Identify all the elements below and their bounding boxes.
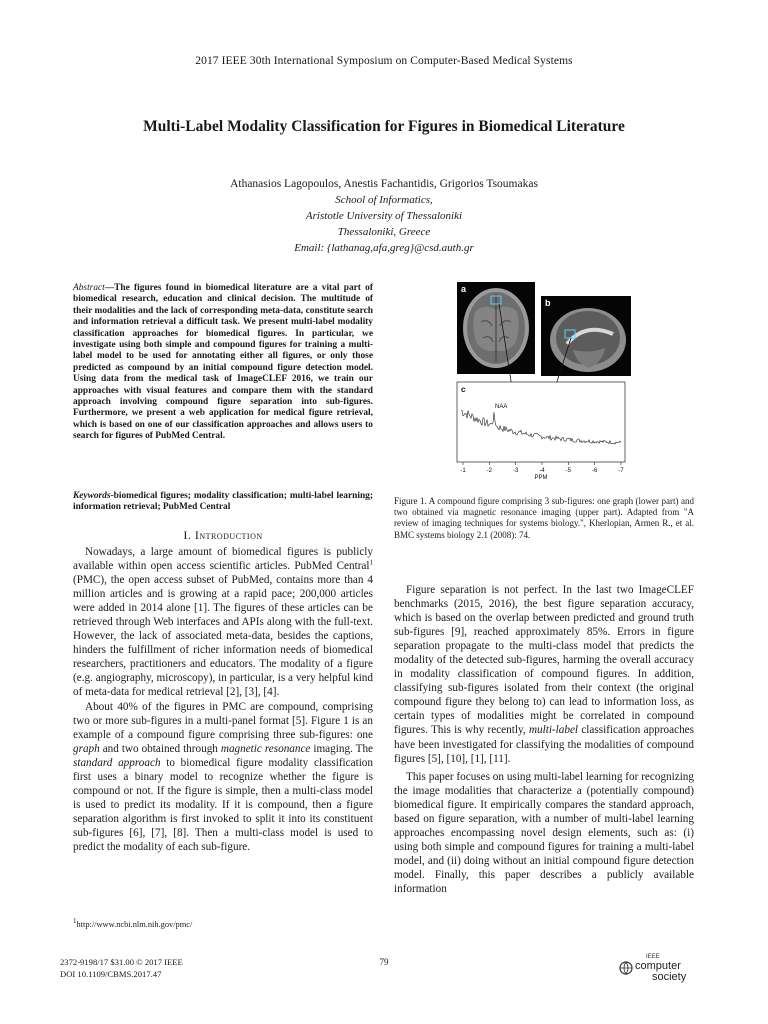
page-number: 79 [379, 957, 389, 967]
figure-1-image [455, 282, 645, 482]
footnote-url[interactable]: http://www.ncbi.nlm.nih.gov/pmc/ [76, 920, 193, 929]
right-column-body [394, 583, 694, 896]
conference-header: 2017 IEEE 30th International Symposium on Computer-Based Medical Systems [195, 55, 573, 67]
x-tick-label: -2 [486, 468, 493, 474]
doi-line: DOI 10.1109/CBMS.2017.47 [60, 968, 162, 979]
panel-a-label: a [461, 284, 467, 294]
author-list: Athanasios Lagopoulos, Anestis Fachantidis, Grigorios Tsoumakas [230, 178, 538, 190]
logo-society-text: society [652, 971, 687, 983]
right-paragraph-1: Figure separation is not perfect. In the last two ImageCLEF benchmarks (2015, 2016), the best figure separation accuracy, which is based on the overlap between predicted and ground truth sub-figures [9], reached approximately 85%. Errors in figure separation propagate to the multi-class model that predicts the modality of the detected sub-figures, harming the overall accuracy in modality classification of compound figures. In addition, classifying sub-figures isolated from their context (the original compound figure they belong to) can lead to information loss, as certain types of modalities might be correlated in compound figures. This is why recently, multi-label classification approaches have been investigated for classifying the modalities of compound figures [5], [10], [1], [11]. [394, 584, 694, 765]
x-tick-label: -7 [618, 468, 624, 474]
x-tick-label: -6 [591, 468, 598, 474]
panel-c-label: c [461, 385, 466, 394]
affiliation-school: School of Informatics, [335, 194, 433, 206]
panel-b-label: b [545, 298, 551, 308]
keywords-label: Keywords [73, 491, 111, 501]
introduction-body [73, 545, 373, 854]
x-axis-ticks [460, 462, 624, 474]
keywords [73, 491, 373, 514]
footnote-ref: 1 [369, 558, 373, 567]
intro-paragraph-2: About 40% of the figures in PMC are compound, comprising two or more sub-figures in a multi-panel format [5]. Figure 1 is an example of a compound figure comprising three sub-figures: one graph and two obtained through magnetic resonance imaging. The standard approach to biomedical figure modality classification first uses a binary model to recognize whether the figure is compound or not. If the figure is simple, then a multi-class model is used to predict its modality. If it is compound, then a figure separation algorithm is first invoked to split it into its constituent sub-figures [6], [7], [8]. Then a multi-class model is used to predict the modality of each sub-figure. [73, 700, 374, 853]
affiliation-location: Thessaloniki, Greece [337, 226, 431, 238]
intro-paragraph-1: Nowadays, a large amount of biomedical figures is publicly available within open access scientific articles. PubMed Central$^1$ (PMC), the open access subset of PubMed, contains more than 4 million articles and is growing at a rapid pace; 200,000 articles were added in 2014 alone [1]. The figures of these articles can be retrieved through Web interfaces and APIs along with the full-text. However, the lack of associated meta-data, besides the captions, hinders the fulfillment of richer information needs of biomedical researchers, practitioners and educators. The modality of a figure (e.g. angiography, microscopy), in particular, is a very helpful kind of meta-data for medical retrieval [2], [3], [4]. [73, 546, 373, 699]
issn-line: 2372-9198/17 $31.00 © 2017 IEEE [60, 957, 183, 967]
right-paragraph-2: This paper focuses on using multi-label learning for recognizing the image modalities that characterize a (potentially compound) biomedical figure. It empirically compares the standard approach, based on figure separation, with a number of multi-label learning approaches encompassing novel design elements, such as: (i) using both simple and compound figures for training a multi-label model, and (ii) doing without an initial compound figure detection model. Finally, this paper describes a publicly available information [394, 770, 694, 895]
affiliation-email: Email: {lathanag,afa,greg}@csd.auth.gr [294, 242, 474, 254]
peak-label: NAA [495, 404, 508, 410]
keywords-text: -biomedical figures; modality classification; multi-label learning; information retrieval; PubMed Central [73, 491, 373, 513]
footnote: $^1$http://www.ncbi.nlm.nih.gov/pmc/ [73, 917, 193, 929]
section-heading-introduction: I. Introduction [183, 528, 263, 542]
x-tick-label: -1 [460, 468, 466, 474]
abstract [73, 283, 373, 443]
abstract-text: —The figures found in biomedical literature are a vital part of biomedical research, education and clinical decision. The multitude of their modalities and the lack of corresponding meta-data, constitute search and information retrieval a difficult task. We present multi-label modality classification approaches for biomedical figures. In particular, we investigate using both simple and compound figures for training a multi-label model to be used for annotating either all figures, or only those predicted as compound by an initial compound figure detection model. Using data from the medical task of ImageCLEF 2016, we train our approaches with visual features and compare them with the standard approach involving compound figure separation into sub-figures. Furthermore, we present a web application for medical figure retrieval, which is based on one of our classification approaches and allows users to search for figures of PubMed Central. [73, 283, 373, 442]
x-axis-label: PPM [534, 475, 548, 481]
abstract-label: Abstract [73, 283, 105, 293]
figure-1 [455, 282, 645, 482]
figure-1-caption: Figure 1. A compound figure comprising 3 sub-figures: one graph (lower part) and two obtained via magnetic resonance imaging (upper part). Adapted from "A review of imaging techniques for systems biology.", Kherlopian, Armen R., et al. BMC systems biology 2.1 (2008): 74. [394, 496, 694, 540]
paper-title: Multi-Label Modality Classification for Figures in Biomedical Literature [143, 118, 625, 135]
logo-ieee-text: IEEE [646, 954, 660, 960]
x-tick-label: -4 [539, 468, 545, 474]
footer-copyright [60, 957, 183, 980]
x-tick-label: -3 [512, 468, 519, 474]
x-tick-label: -5 [565, 468, 572, 474]
logo-computer-text: computer [635, 960, 681, 972]
ieee-computer-society-logo [616, 951, 716, 983]
affiliation-university: Aristotle University of Thessaloniki [305, 210, 463, 222]
